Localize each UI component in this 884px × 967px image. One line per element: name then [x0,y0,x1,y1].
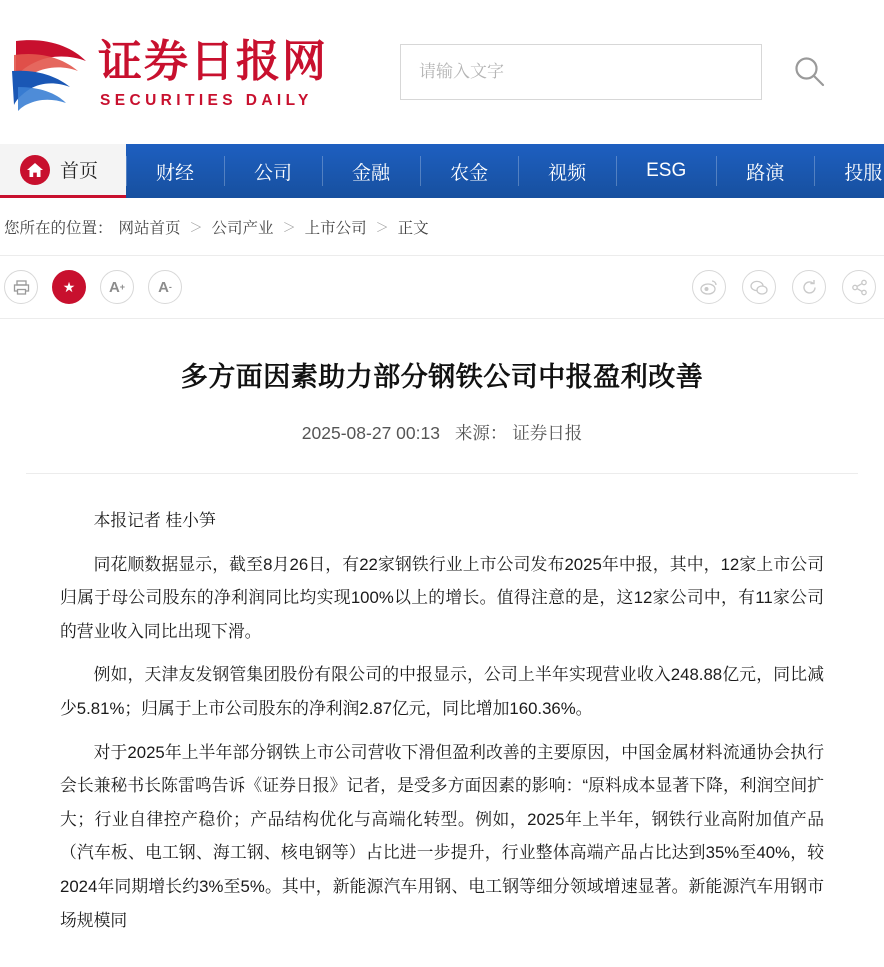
article-paragraph: 同花顺数据显示，截至8月26日，有22家钢铁行业上市公司发布2025年中报，其中，12家上市公司归属于母公司股东的净利润同比均实现100%以上的增长。值得注意的是，这12家公司中，有11家公司的营业收入同比出现下滑。 [60,554,824,641]
article-source-label: 来源： [454,423,508,443]
breadcrumb-separator-icon: ＞ [189,220,203,235]
site-header [0,0,884,144]
toolbar-left-group [4,270,196,304]
breadcrumb [0,198,884,256]
breadcrumb-item-listed[interactable]: 上市公司 [304,219,367,237]
logo-text-cn: 证券日报网 [98,35,328,87]
home-icon [20,155,50,185]
nav-item-caijing-label: 财经 [156,162,195,184]
nav-item-jinrong[interactable] [322,144,420,198]
article-source: 证券日报 [512,423,583,443]
nav-item-luyan-label: 路演 [746,162,785,184]
article [0,318,884,967]
article-byline: 本报记者 桂小笋 [93,511,216,530]
share-icon[interactable] [842,270,876,304]
logo-mark-icon [8,31,92,113]
nav-item-esg-label: ESG [646,160,687,181]
nav-item-gongsi-label: 公司 [254,162,293,184]
search-box[interactable] [400,44,762,100]
article-body [26,474,858,967]
site-logo[interactable] [8,17,338,127]
search-button[interactable] [788,51,830,93]
nav-item-nongjin-label: 农金 [450,162,489,184]
breadcrumb-separator-icon: ＞ [375,220,389,235]
search-area [400,44,830,100]
favorite-icon[interactable] [52,270,86,304]
nav-item-gongsi[interactable] [224,144,322,198]
article-toolbar [0,256,884,318]
article-datetime: 2025-08-27 00:13 [301,423,440,443]
nav-item-esg[interactable] [616,144,716,198]
logo-text-en: SECURITIES DAILY [100,92,313,110]
article-meta [26,420,858,474]
nav-item-toufu[interactable] [814,144,884,198]
weibo-icon[interactable] [692,270,726,304]
breadcrumb-item-current: 正文 [397,219,429,237]
breadcrumb-item-industry[interactable]: 公司产业 [211,219,274,237]
nav-item-home-label: 首页 [60,161,99,182]
print-icon[interactable] [4,270,38,304]
breadcrumb-label: 您所在的位置： [4,219,113,237]
nav-item-jinrong-label: 金融 [352,162,391,184]
nav-item-luyan[interactable] [716,144,814,198]
page-title: 多方面因素助力部分钢铁公司中报盈利改善 [180,362,704,393]
nav-item-shipin-label: 视频 [548,162,587,184]
nav-item-toufu-label: 投服 [844,162,883,184]
search-input[interactable] [417,61,745,83]
breadcrumb-separator-icon: ＞ [282,220,296,235]
nav-item-home[interactable] [0,144,126,198]
font-decrease-icon[interactable]: A - [148,270,182,304]
main-nav [0,144,884,198]
wechat-icon[interactable] [742,270,776,304]
search-icon [792,54,826,91]
refresh-icon[interactable] [792,270,826,304]
toolbar-right-group [676,270,876,304]
nav-item-nongjin[interactable] [420,144,518,198]
article-paragraph: 例如，天津友发钢管集团股份有限公司的中报显示，公司上半年实现营业收入248.88亿元，同比减少5.81%；归属于上市公司股东的净利润2.87亿元，同比增加160.36%。 [60,665,824,718]
favorite-glyph: ★ [62,278,76,295]
breadcrumb-item-home[interactable]: 网站首页 [118,219,181,237]
article-paragraph: 对于2025年上半年部分钢铁上市公司营收下滑但盈利改善的主要原因，中国金属材料流通协会执行会长兼秘书长陈雷鸣告诉《证券日报》记者，是受多方面因素的影响：“原料成本显著下降，利润空间扩大；行业自律控产稳价；产品结构优化与高端化转型。例如，2025年上半年，钢铁行业高附加值产品（汽车板、电工钢、海工钢、核电钢等）占比进一步提升，行业整体高端产品占比达到35%至40%，较2024年同期增长约3%至5%。其中，新能源汽车用钢、电工钢等细分领域增速显著。新能源汽车用钢市场规模同 [60,742,824,930]
nav-item-caijing[interactable] [126,144,224,198]
font-increase-icon[interactable]: A + [100,270,134,304]
nav-item-shipin[interactable] [518,144,616,198]
